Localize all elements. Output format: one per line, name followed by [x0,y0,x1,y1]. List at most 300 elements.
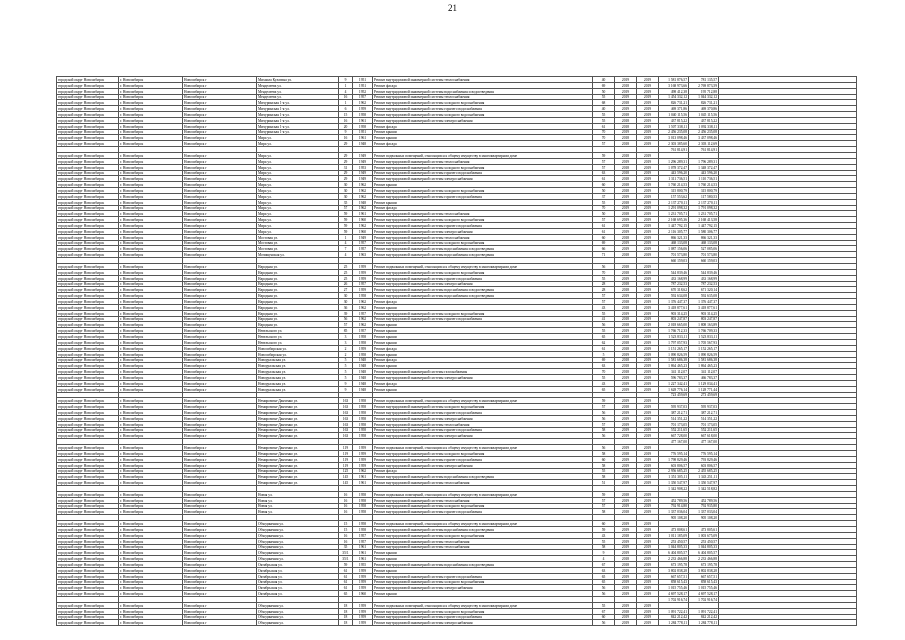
plan-year-cell: 2018 [615,339,637,345]
build-year-cell: 1959 [353,567,373,573]
street-cell: Новоуральская ул. [257,363,339,369]
municipality-cell: городской округ Новосибирск [57,585,119,591]
plan-year-cell: 2019 [615,573,637,579]
contract-cost-cell: 1 044 805,33 [689,544,719,550]
completion-year-cell: 2019 [637,369,659,375]
build-year-cell: 1952 [353,88,373,94]
house-number-cell: 61 [339,579,353,585]
build-year-cell: 1958 [353,427,373,433]
build-year-cell: 1948 [353,369,373,375]
work-type-cell: Ремонт подвальных помещений, относящихся к общему имуществу в многоквартирном доме [373,521,593,527]
work-type-cell: Ремонт внутридомовой инженерной системы электроснабжения [373,462,593,468]
build-year-cell: 1959 [353,585,373,591]
completion-year-cell: 2019 [637,556,659,562]
locality-cell: Новосибирск г [183,380,257,386]
estimate-cost-cell: 1 015 755,46 [659,585,689,591]
build-year-cell: 1948 [353,375,373,381]
empty-cell [719,620,857,626]
locality-cell: Новосибирск г [183,421,257,427]
locality-cell: Новосибирск г [183,129,257,135]
house-number-cell: 15 [339,112,353,118]
house-number-cell: 163 [339,410,353,416]
completion-year-cell: 2019 [637,345,659,351]
settlement-cell: г. Новосибирск [119,620,183,626]
build-year-cell: 1948 [353,363,373,369]
settlement-cell: г. Новосибирск [119,544,183,550]
plan-year-cell: 2019 [615,415,637,421]
locality-cell: Новосибирск г [183,100,257,106]
build-year-cell: 1962 [353,468,373,474]
plan-year-cell: 2019 [615,398,637,404]
completion-year-cell: 2019 [637,293,659,299]
street-cell: Мира ул. [257,170,339,176]
work-type-cell: Ремонт крыши [373,351,593,357]
street-cell: Мира ул. [257,205,339,211]
completion-year-cell: 2019 [637,351,659,357]
contract-cost-cell: 1 343 251,11 [689,474,719,480]
house-number-cell: 56 [339,316,353,322]
completion-year-cell: 2019 [637,421,659,427]
municipality-cell: городской округ Новосибирск [57,234,119,240]
wear-percent-cell: 61 [593,176,615,182]
plan-year-cell: 2019 [615,246,637,252]
wear-percent-cell: 65 [593,573,615,579]
street-cell: Народная ул. [257,299,339,305]
work-type-cell: Ремонт крыши [373,567,593,573]
build-year-cell: 1955 [353,562,373,568]
municipality-cell: городской округ Новосибирск [57,550,119,556]
contract-cost-cell: 781 135,57 [689,77,719,83]
completion-year-cell: 2019 [637,398,659,404]
wear-percent-cell: 56 [593,264,615,270]
municipality-cell: городской округ Новосибирск [57,106,119,112]
settlement-cell: г. Новосибирск [119,415,183,421]
municipality-cell: городской округ Новосибирск [57,445,119,451]
completion-year-cell: 2019 [637,188,659,194]
plan-year-cell: 2019 [615,462,637,468]
estimate-cost-cell: 723 459,69 [659,392,689,398]
build-year-cell: 1958 [353,339,373,345]
settlement-cell: г. Новосибирск [119,281,183,287]
house-number-cell: 145 [339,480,353,486]
contract-cost-cell: 858 615,43 [689,579,719,585]
locality-cell: Новосибирск г [183,474,257,480]
street-cell: Невельского ул. [257,334,339,340]
wear-percent-cell: 62 [593,339,615,345]
completion-year-cell: 2019 [637,538,659,544]
municipality-cell: городской округ Новосибирск [57,334,119,340]
estimate-cost-cell: 1 087 156,06 [659,246,689,252]
locality-cell: Новосибирск г [183,252,257,258]
completion-year-cell: 2019 [637,269,659,275]
completion-year-cell: 2019 [637,474,659,480]
settlement-cell: г. Новосибирск [119,503,183,509]
settlement-cell: г. Новосибирск [119,182,183,188]
work-type-cell: Ремонт крыши [373,328,593,334]
municipality-cell: городской округ Новосибирск [57,281,119,287]
settlement-cell: г. Новосибирск [119,135,183,141]
municipality-cell: городской округ Новосибирск [57,205,119,211]
house-number-cell: 1 [339,82,353,88]
completion-year-cell: 2019 [637,579,659,585]
work-type-cell: Ремонт крыши [373,591,593,597]
house-number-cell: 35/1 [339,556,353,562]
estimate-cost-cell: 667 728,00 [659,433,689,439]
settlement-cell: г. Новосибирск [119,316,183,322]
completion-year-cell: 2019 [637,205,659,211]
settlement-cell: г. Новосибирск [119,363,183,369]
municipality-cell: городской округ Новосибирск [57,532,119,538]
house-number-cell: 18 [339,602,353,608]
plan-year-cell: 2019 [615,380,637,386]
contract-cost-cell: 433 168,99 [689,275,719,281]
wear-percent-cell: 57 [593,503,615,509]
contract-cost-cell: 3 418 877,61 [689,304,719,310]
street-cell: Мира ул. [257,199,339,205]
municipality-cell: городской округ Новосибирск [57,556,119,562]
wear-percent-cell: 63 [593,567,615,573]
table-body [57,77,857,626]
contract-cost-cell: 2 137 270,11 [689,199,719,205]
completion-year-cell: 2019 [637,468,659,474]
locality-cell: Новосибирск г [183,88,257,94]
estimate-cost-cell: 315 800,79 [659,188,689,194]
contract-cost-cell: 1 044 332,12 [689,94,719,100]
build-year-cell: 1962 [353,182,373,188]
contract-cost-cell: 701 573,80 [689,252,719,258]
estimate-cost-cell: 596 783,37 [659,375,689,381]
municipality-cell: городской округ Новосибирск [57,462,119,468]
estimate-cost-cell: 787 232,53 [659,281,689,287]
plan-year-cell: 2019 [615,77,637,83]
work-type-cell: Ремонт внутридомовой инженерной системы холодного водоснабжения [373,188,593,194]
build-year-cell: 1959 [353,614,373,620]
completion-year-cell: 2019 [637,532,659,538]
municipality-cell: городской округ Новосибирск [57,275,119,281]
plan-year-cell: 2019 [615,474,637,480]
municipality-cell: городской округ Новосибирск [57,591,119,597]
locality-cell: Новосибирск г [183,188,257,194]
locality-cell: Новосибирск г [183,369,257,375]
build-year-cell: 1961 [353,117,373,123]
estimate-cost-cell: 2 168 695,36 [659,217,689,223]
wear-percent-cell: 63 [593,363,615,369]
municipality-cell: городской округ Новосибирск [57,252,119,258]
settlement-cell: г. Новосибирск [119,480,183,486]
work-type-cell: Ремонт фасада [373,357,593,363]
estimate-cost-cell: 1 040 115,56 [659,112,689,118]
settlement-cell: г. Новосибирск [119,293,183,299]
municipality-cell: городской округ Новосибирск [57,269,119,275]
completion-year-cell: 2019 [637,117,659,123]
plan-year-cell: 2019 [615,567,637,573]
estimate-cost-cell: 701 173,05 [659,421,689,427]
municipality-cell: городской округ Новосибирск [57,164,119,170]
street-cell: Немировича-Данченко ул. [257,480,339,486]
street-cell: Октябрьская ул. [257,573,339,579]
work-type-cell: Ремонт подвальных помещений, относящихся к общему имуществу в многоквартирном доме [373,445,593,451]
settlement-cell: г. Новосибирск [119,591,183,597]
completion-year-cell: 2019 [637,287,659,293]
street-cell: Мира ул. [257,188,339,194]
wear-percent-cell: 55 [593,538,615,544]
house-number-cell: 57 [339,205,353,211]
locality-cell: Новосибирск г [183,521,257,527]
completion-year-cell: 2019 [637,152,659,158]
plan-year-cell: 2018 [615,82,637,88]
work-type-cell: Ремонт фасада [373,123,593,129]
wear-percent-cell: 63 [593,170,615,176]
wear-percent-cell: 59 [593,526,615,532]
municipality-cell: городской округ Новосибирск [57,304,119,310]
house-number-cell: 39 [339,310,353,316]
estimate-cost-cell: 792 914,80 [659,503,689,509]
municipality-cell: городской округ Новосибирск [57,158,119,164]
house-number-cell: 29 [339,158,353,164]
street-cell: Менделеева ул. [257,88,339,94]
contract-cost-cell: 3 437 098,46 [689,135,719,141]
settlement-cell: г. Новосибирск [119,141,183,147]
locality-cell: Новосибирск г [183,468,257,474]
contract-cost-cell: 1 348 372,47 [689,164,719,170]
settlement-cell: г. Новосибирск [119,532,183,538]
house-number-cell: 30 [339,193,353,199]
plan-year-cell: 2019 [615,579,637,585]
estimate-cost-cell: 903 314,25 [659,310,689,316]
locality-cell: Новосибирск г [183,269,257,275]
work-type-cell: Ремонт внутридомовой инженерной системы горячего водоснабжения [373,614,593,620]
wear-percent-cell: 58 [593,509,615,515]
street-cell: Народная ул. [257,275,339,281]
work-type-cell: Ремонт крыши [373,550,593,556]
street-cell: Народная ул. [257,269,339,275]
street-cell: Мира ул. [257,158,339,164]
estimate-cost-cell: 1 296 289,31 [659,158,689,164]
estimate-cost-cell: 1 766 712,33 [659,328,689,334]
work-type-cell: Ремонт внутридомовой инженерной системы теплоснабжения [373,421,593,427]
wear-percent-cell: 60 [593,182,615,188]
house-number-cell: 163 [339,404,353,410]
settlement-cell: г. Новосибирск [119,451,183,457]
settlement-cell: г. Новосибирск [119,269,183,275]
wear-percent-cell: 58 [593,427,615,433]
street-cell: Немировича-Данченко ул. [257,445,339,451]
house-number-cell: 1 [339,100,353,106]
plan-year-cell: 2019 [615,433,637,439]
street-cell: Мостовая ул. [257,240,339,246]
plan-year-cell: 2018 [615,316,637,322]
estimate-cost-cell: 253 450,57 [659,538,689,544]
work-type-cell: Ремонт подвальных помещений, относящихся к общему имуществу в многоквартирном доме [373,491,593,497]
completion-year-cell: 2019 [637,521,659,527]
contract-cost-cell: 315 800,79 [689,188,719,194]
work-type-cell: Ремонт внутридомовой инженерной системы холодного водоснабжения [373,164,593,170]
street-cell: Мичуринская 1-я ул. [257,100,339,106]
locality-cell: Новосибирск г [183,211,257,217]
house-number-cell: 30 [339,299,353,305]
wear-percent-cell: 65 [593,579,615,585]
completion-year-cell: 2019 [637,491,659,497]
work-type-cell: Ремонт подвальных помещений, относящихся к общему имуществу в многоквартирном доме [373,264,593,270]
house-number-cell: 59 [339,211,353,217]
house-number-cell: 163 [339,433,353,439]
plan-year-cell: 2018 [615,170,637,176]
settlement-cell: г. Новосибирск [119,170,183,176]
wear-percent-cell: 70 [593,269,615,275]
locality-cell: Новосибирск г [183,585,257,591]
plan-year-cell: 2019 [615,351,637,357]
contract-cost-cell: 2 456 235,08 [689,129,719,135]
build-year-cell: 1962 [353,316,373,322]
house-number-cell: 119 [339,445,353,451]
house-number-cell: 3 [339,339,353,345]
house-number-cell: 5 [339,363,353,369]
street-cell: Невельского ул. [257,339,339,345]
house-number-cell: 2 [339,345,353,351]
estimate-cost-cell: 3 168 973,66 [659,82,689,88]
settlement-cell: г. Новосибирск [119,491,183,497]
wear-percent-cell: 55 [593,199,615,205]
locality-cell: Новосибирск г [183,217,257,223]
wear-percent-cell: 55 [593,117,615,123]
work-type-cell: Ремонт внутридомовой инженерной системы холодного водоснабжения [373,240,593,246]
plan-year-cell: 2018 [615,152,637,158]
house-number-cell: 25 [339,269,353,275]
wear-percent-cell: 60 [593,614,615,620]
contract-cost-cell: 1 760 214,53 [689,182,719,188]
municipality-cell: городской округ Новосибирск [57,579,119,585]
settlement-cell: г. Новосибирск [119,509,183,515]
plan-year-cell: 2019 [615,228,637,234]
work-type-cell: Ремонт внутридомовой инженерной системы водоснабжения и водоотведения [373,562,593,568]
municipality-cell: городской округ Новосибирск [57,264,119,270]
wear-percent-cell: 58 [593,544,615,550]
municipality-cell: городской округ Новосибирск [57,117,119,123]
settlement-cell: г. Новосибирск [119,462,183,468]
locality-cell: Новосибирск г [183,293,257,299]
build-year-cell: 1957 [353,310,373,316]
street-cell: Немировича-Данченко ул. [257,474,339,480]
street-cell: Новоуральская ул. [257,369,339,375]
settlement-cell: г. Новосибирск [119,240,183,246]
wear-percent-cell: 58 [593,462,615,468]
completion-year-cell: 2019 [637,375,659,381]
locality-cell: Новосибирск г [183,567,257,573]
municipality-cell: городской округ Новосибирск [57,217,119,223]
work-type-cell: Ремонт крыши [373,199,593,205]
build-year-cell: 1949 [353,152,373,158]
completion-year-cell: 2019 [637,223,659,229]
contract-cost-cell: 1 581 686,38 [689,357,719,363]
estimate-cost-cell: 2 116 305,77 [659,228,689,234]
locality-cell: Новосибирск г [183,433,257,439]
contract-cost-cell: 2 168 413,58 [689,217,719,223]
street-cell: Новосибирская ул. [257,351,339,357]
contract-cost-cell: 793 829,46 [689,456,719,462]
wear-percent-cell: 70 [593,129,615,135]
locality-cell: Новосибирск г [183,334,257,340]
contract-cost-cell: 468 133,08 [689,240,719,246]
plan-year-cell: 2019 [615,620,637,626]
build-year-cell: 1961 [353,211,373,217]
work-type-cell: Ремонт внутридомовой инженерной системы холодного водоснабжения [373,310,593,316]
estimate-cost-cell: 667 657,51 [659,573,689,579]
completion-year-cell: 2019 [637,164,659,170]
completion-year-cell: 2019 [637,170,659,176]
locality-cell: Новосибирск г [183,299,257,305]
completion-year-cell: 2019 [637,252,659,258]
estimate-cost-cell: 1 523 833,11 [659,334,689,340]
wear-percent-cell: 60 [593,521,615,527]
work-type-cell: Ремонт фасада [373,82,593,88]
wear-percent-cell: 55 [593,310,615,316]
build-year-cell: 1959 [353,573,373,579]
build-year-cell: 1959 [353,275,373,281]
completion-year-cell: 2019 [637,334,659,340]
completion-year-cell: 2019 [637,94,659,100]
settlement-cell: г. Новосибирск [119,112,183,118]
municipality-cell: городской округ Новосибирск [57,410,119,416]
locality-cell: Новосибирск г [183,193,257,199]
locality-cell: Новосибирск г [183,579,257,585]
settlement-cell: г. Новосибирск [119,275,183,281]
street-cell: Мира ул. [257,176,339,182]
contract-cost-cell: 1 231 705,71 [689,211,719,217]
street-cell: Мостовая ул. [257,234,339,240]
house-number-cell: 30 [339,188,353,194]
municipality-cell: городской округ Новосибирск [57,82,119,88]
contract-cost-cell: 3 802 838,28 [689,567,719,573]
build-year-cell: 1959 [353,345,373,351]
municipality-cell: городской округ Новосибирск [57,345,119,351]
street-cell: Объединения ул. [257,608,339,614]
wear-percent-cell: 56 [593,585,615,591]
plan-year-cell: 2018 [615,123,637,129]
locality-cell: Новосибирск г [183,462,257,468]
house-number-cell: 85 [339,328,353,334]
estimate-cost-cell: 826 731,21 [659,100,689,106]
settlement-cell: г. Новосибирск [119,526,183,532]
municipality-cell: городской округ Новосибирск [57,240,119,246]
estimate-cost-cell: 1 350 547,97 [659,480,689,486]
settlement-cell: г. Новосибирск [119,77,183,83]
contract-cost-cell: 1 447 792,15 [689,223,719,229]
municipality-cell: городской округ Новосибирск [57,474,119,480]
wear-percent-cell: 61 [593,223,615,229]
build-year-cell: 1961 [353,480,373,486]
house-number-cell: 36 [339,304,353,310]
work-type-cell: Ремонт крыши [373,129,593,135]
plan-year-cell: 2018 [615,135,637,141]
house-number-cell: 9 [339,380,353,386]
contract-cost-cell: 2 769 873,59 [689,82,719,88]
contract-cost-cell: 1 766 709,33 [689,328,719,334]
house-number-cell: 57 [339,322,353,328]
street-cell: Народная ул. [257,304,339,310]
municipality-cell: городской округ Новосибирск [57,141,119,147]
wear-percent-cell: 60 [593,234,615,240]
wear-percent-cell: 69 [593,82,615,88]
wear-percent-cell: 58 [593,474,615,480]
wear-percent-cell: 70 [593,135,615,141]
completion-year-cell: 2019 [637,357,659,363]
street-cell: Немировича-Данченко ул. [257,404,339,410]
municipality-cell: городской округ Новосибирск [57,112,119,118]
settlement-cell: г. Новосибирск [119,386,183,392]
municipality-cell: городской округ Новосибирск [57,573,119,579]
municipality-cell: городской округ Новосибирск [57,328,119,334]
work-type-cell: Ремонт внутридомовой инженерной системы холодного водоснабжения [373,579,593,585]
